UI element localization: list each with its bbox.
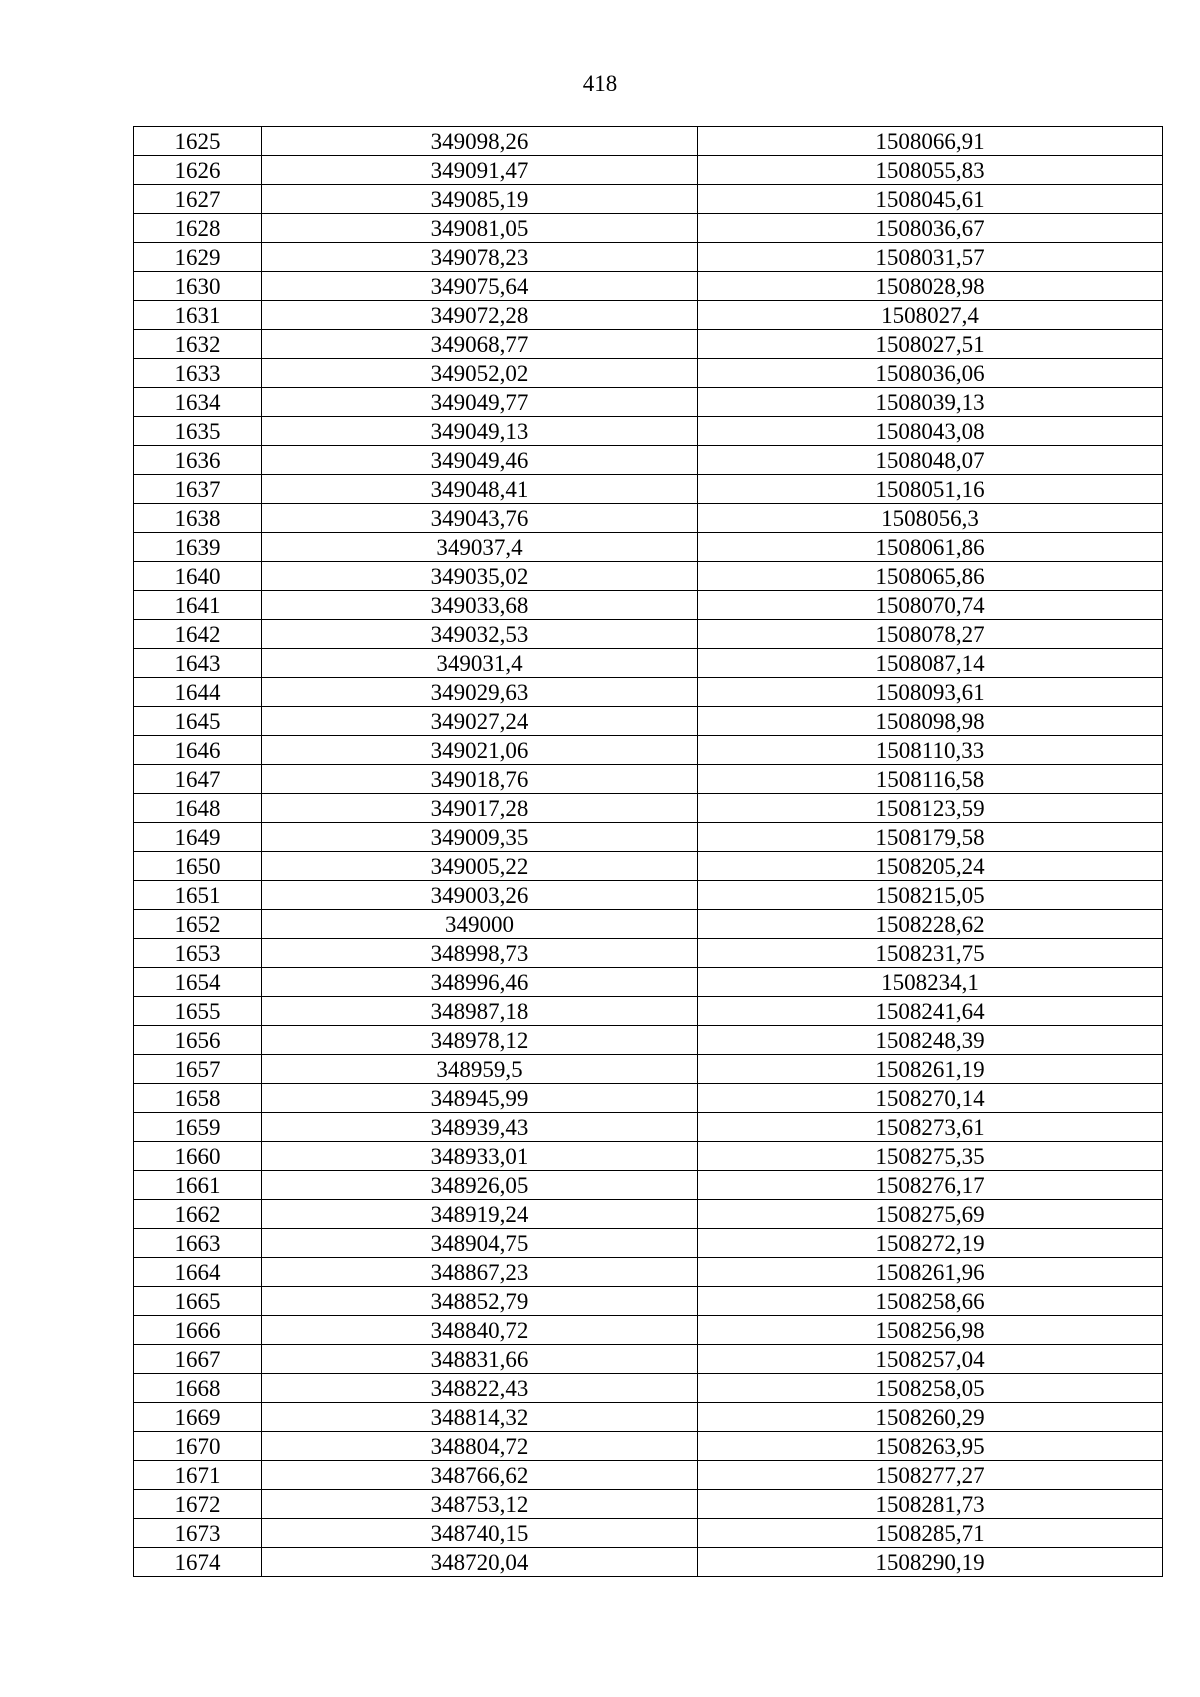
point-number-cell: 1649 [134, 823, 262, 852]
x-coordinate-cell: 348987,18 [262, 997, 698, 1026]
point-number-cell: 1638 [134, 504, 262, 533]
point-number-cell: 1661 [134, 1171, 262, 1200]
x-coordinate-cell: 348933,01 [262, 1142, 698, 1171]
y-coordinate-cell: 1508036,06 [698, 359, 1163, 388]
x-coordinate-cell: 349035,02 [262, 562, 698, 591]
y-coordinate-cell: 1508263,95 [698, 1432, 1163, 1461]
table-row [134, 417, 1163, 446]
x-coordinate-cell: 349052,02 [262, 359, 698, 388]
x-coordinate-cell: 349009,35 [262, 823, 698, 852]
table-row [134, 1142, 1163, 1171]
table-row [134, 272, 1163, 301]
table-row [134, 533, 1163, 562]
point-number-cell: 1656 [134, 1026, 262, 1055]
y-coordinate-cell: 1508098,98 [698, 707, 1163, 736]
table-row [134, 1171, 1163, 1200]
point-number-cell: 1652 [134, 910, 262, 939]
table-row [134, 1287, 1163, 1316]
point-number-cell: 1631 [134, 301, 262, 330]
table-row [134, 243, 1163, 272]
x-coordinate-cell: 348831,66 [262, 1345, 698, 1374]
x-coordinate-cell: 349048,41 [262, 475, 698, 504]
y-coordinate-cell: 1508048,07 [698, 446, 1163, 475]
x-coordinate-cell: 349000 [262, 910, 698, 939]
y-coordinate-cell: 1508039,13 [698, 388, 1163, 417]
table-row [134, 1374, 1163, 1403]
table-row [134, 794, 1163, 823]
point-number-cell: 1625 [134, 127, 262, 156]
y-coordinate-cell: 1508045,61 [698, 185, 1163, 214]
y-coordinate-cell: 1508277,27 [698, 1461, 1163, 1490]
point-number-cell: 1632 [134, 330, 262, 359]
y-coordinate-cell: 1508028,98 [698, 272, 1163, 301]
x-coordinate-cell: 349003,26 [262, 881, 698, 910]
point-number-cell: 1671 [134, 1461, 262, 1490]
y-coordinate-cell: 1508031,57 [698, 243, 1163, 272]
x-coordinate-cell: 349018,76 [262, 765, 698, 794]
table-row [134, 301, 1163, 330]
point-number-cell: 1646 [134, 736, 262, 765]
point-number-cell: 1651 [134, 881, 262, 910]
x-coordinate-cell: 348939,43 [262, 1113, 698, 1142]
point-number-cell: 1630 [134, 272, 262, 301]
table-row [134, 1113, 1163, 1142]
table-row [134, 562, 1163, 591]
point-number-cell: 1665 [134, 1287, 262, 1316]
y-coordinate-cell: 1508070,74 [698, 591, 1163, 620]
x-coordinate-cell: 349043,76 [262, 504, 698, 533]
table-row [134, 1200, 1163, 1229]
table-row [134, 823, 1163, 852]
table-row [134, 1345, 1163, 1374]
x-coordinate-cell: 348753,12 [262, 1490, 698, 1519]
point-number-cell: 1635 [134, 417, 262, 446]
x-coordinate-cell: 348904,75 [262, 1229, 698, 1258]
y-coordinate-cell: 1508285,71 [698, 1519, 1163, 1548]
y-coordinate-cell: 1508110,33 [698, 736, 1163, 765]
x-coordinate-cell: 348926,05 [262, 1171, 698, 1200]
point-number-cell: 1668 [134, 1374, 262, 1403]
table-row [134, 1403, 1163, 1432]
x-coordinate-cell: 349085,19 [262, 185, 698, 214]
x-coordinate-cell: 348959,5 [262, 1055, 698, 1084]
table-row [134, 1026, 1163, 1055]
x-coordinate-cell: 349068,77 [262, 330, 698, 359]
table-row [134, 185, 1163, 214]
point-number-cell: 1655 [134, 997, 262, 1026]
table-row [134, 127, 1163, 156]
table-row [134, 446, 1163, 475]
x-coordinate-cell: 349081,05 [262, 214, 698, 243]
y-coordinate-cell: 1508256,98 [698, 1316, 1163, 1345]
x-coordinate-cell: 349032,53 [262, 620, 698, 649]
point-number-cell: 1642 [134, 620, 262, 649]
x-coordinate-cell: 349049,77 [262, 388, 698, 417]
y-coordinate-cell: 1508270,14 [698, 1084, 1163, 1113]
y-coordinate-cell: 1508116,58 [698, 765, 1163, 794]
x-coordinate-cell: 349033,68 [262, 591, 698, 620]
table-row [134, 968, 1163, 997]
x-coordinate-cell: 348996,46 [262, 968, 698, 997]
point-number-cell: 1634 [134, 388, 262, 417]
y-coordinate-cell: 1508275,35 [698, 1142, 1163, 1171]
table-row [134, 649, 1163, 678]
y-coordinate-cell: 1508205,24 [698, 852, 1163, 881]
page-number: 418 [582, 71, 618, 96]
x-coordinate-cell: 349031,4 [262, 649, 698, 678]
x-coordinate-cell: 348740,15 [262, 1519, 698, 1548]
point-number-cell: 1633 [134, 359, 262, 388]
y-coordinate-cell: 1508290,19 [698, 1548, 1163, 1577]
y-coordinate-cell: 1508228,62 [698, 910, 1163, 939]
point-number-cell: 1641 [134, 591, 262, 620]
table-row [134, 388, 1163, 417]
x-coordinate-cell: 348852,79 [262, 1287, 698, 1316]
y-coordinate-cell: 1508051,16 [698, 475, 1163, 504]
point-number-cell: 1626 [134, 156, 262, 185]
point-number-cell: 1640 [134, 562, 262, 591]
point-number-cell: 1666 [134, 1316, 262, 1345]
x-coordinate-cell: 349049,13 [262, 417, 698, 446]
point-number-cell: 1629 [134, 243, 262, 272]
point-number-cell: 1672 [134, 1490, 262, 1519]
point-number-cell: 1663 [134, 1229, 262, 1258]
point-number-cell: 1673 [134, 1519, 262, 1548]
point-number-cell: 1636 [134, 446, 262, 475]
point-number-cell: 1659 [134, 1113, 262, 1142]
x-coordinate-cell: 349027,24 [262, 707, 698, 736]
x-coordinate-cell: 348945,99 [262, 1084, 698, 1113]
x-coordinate-cell: 348840,72 [262, 1316, 698, 1345]
table-row [134, 910, 1163, 939]
point-number-cell: 1657 [134, 1055, 262, 1084]
table-row [134, 678, 1163, 707]
table-row [134, 1229, 1163, 1258]
x-coordinate-cell: 349037,4 [262, 533, 698, 562]
point-number-cell: 1627 [134, 185, 262, 214]
point-number-cell: 1662 [134, 1200, 262, 1229]
point-number-cell: 1628 [134, 214, 262, 243]
table-row [134, 475, 1163, 504]
y-coordinate-cell: 1508231,75 [698, 939, 1163, 968]
y-coordinate-cell: 1508065,86 [698, 562, 1163, 591]
y-coordinate-cell: 1508258,05 [698, 1374, 1163, 1403]
y-coordinate-cell: 1508241,64 [698, 997, 1163, 1026]
table-row [134, 881, 1163, 910]
y-coordinate-cell: 1508248,39 [698, 1026, 1163, 1055]
x-coordinate-cell: 348867,23 [262, 1258, 698, 1287]
x-coordinate-cell: 349075,64 [262, 272, 698, 301]
x-coordinate-cell: 349091,47 [262, 156, 698, 185]
x-coordinate-cell: 348766,62 [262, 1461, 698, 1490]
x-coordinate-cell: 348998,73 [262, 939, 698, 968]
x-coordinate-cell: 349049,46 [262, 446, 698, 475]
y-coordinate-cell: 1508056,3 [698, 504, 1163, 533]
y-coordinate-cell: 1508087,14 [698, 649, 1163, 678]
table-row [134, 1055, 1163, 1084]
point-number-cell: 1644 [134, 678, 262, 707]
x-coordinate-cell: 348978,12 [262, 1026, 698, 1055]
y-coordinate-cell: 1508055,83 [698, 156, 1163, 185]
y-coordinate-cell: 1508257,04 [698, 1345, 1163, 1374]
point-number-cell: 1639 [134, 533, 262, 562]
x-coordinate-cell: 348919,24 [262, 1200, 698, 1229]
y-coordinate-cell: 1508281,73 [698, 1490, 1163, 1519]
x-coordinate-cell: 349017,28 [262, 794, 698, 823]
y-coordinate-cell: 1508027,4 [698, 301, 1163, 330]
point-number-cell: 1650 [134, 852, 262, 881]
point-number-cell: 1637 [134, 475, 262, 504]
coordinates-table-body [134, 127, 1163, 1577]
point-number-cell: 1643 [134, 649, 262, 678]
point-number-cell: 1648 [134, 794, 262, 823]
x-coordinate-cell: 348814,32 [262, 1403, 698, 1432]
table-row [134, 736, 1163, 765]
table-row [134, 707, 1163, 736]
x-coordinate-cell: 349098,26 [262, 127, 698, 156]
table-row [134, 504, 1163, 533]
point-number-cell: 1667 [134, 1345, 262, 1374]
point-number-cell: 1674 [134, 1548, 262, 1577]
table-row [134, 939, 1163, 968]
y-coordinate-cell: 1508123,59 [698, 794, 1163, 823]
table-row [134, 997, 1163, 1026]
y-coordinate-cell: 1508272,19 [698, 1229, 1163, 1258]
x-coordinate-cell: 348822,43 [262, 1374, 698, 1403]
y-coordinate-cell: 1508234,1 [698, 968, 1163, 997]
point-number-cell: 1658 [134, 1084, 262, 1113]
table-row [134, 765, 1163, 794]
x-coordinate-cell: 348804,72 [262, 1432, 698, 1461]
table-row [134, 156, 1163, 185]
table-row [134, 1084, 1163, 1113]
table-row [134, 1258, 1163, 1287]
x-coordinate-cell: 349078,23 [262, 243, 698, 272]
y-coordinate-cell: 1508273,61 [698, 1113, 1163, 1142]
table-row [134, 1316, 1163, 1345]
table-row [134, 852, 1163, 881]
table-row [134, 620, 1163, 649]
x-coordinate-cell: 349029,63 [262, 678, 698, 707]
y-coordinate-cell: 1508275,69 [698, 1200, 1163, 1229]
table-row [134, 330, 1163, 359]
y-coordinate-cell: 1508061,86 [698, 533, 1163, 562]
point-number-cell: 1654 [134, 968, 262, 997]
point-number-cell: 1664 [134, 1258, 262, 1287]
table-row [134, 1461, 1163, 1490]
x-coordinate-cell: 349021,06 [262, 736, 698, 765]
y-coordinate-cell: 1508078,27 [698, 620, 1163, 649]
y-coordinate-cell: 1508036,67 [698, 214, 1163, 243]
point-number-cell: 1647 [134, 765, 262, 794]
y-coordinate-cell: 1508276,17 [698, 1171, 1163, 1200]
point-number-cell: 1645 [134, 707, 262, 736]
x-coordinate-cell: 348720,04 [262, 1548, 698, 1577]
table-row [134, 1548, 1163, 1577]
table-row [134, 1490, 1163, 1519]
point-number-cell: 1670 [134, 1432, 262, 1461]
y-coordinate-cell: 1508261,19 [698, 1055, 1163, 1084]
y-coordinate-cell: 1508258,66 [698, 1287, 1163, 1316]
y-coordinate-cell: 1508043,08 [698, 417, 1163, 446]
point-number-cell: 1669 [134, 1403, 262, 1432]
y-coordinate-cell: 1508215,05 [698, 881, 1163, 910]
table-row [134, 591, 1163, 620]
table-row [134, 1519, 1163, 1548]
y-coordinate-cell: 1508260,29 [698, 1403, 1163, 1432]
y-coordinate-cell: 1508093,61 [698, 678, 1163, 707]
point-number-cell: 1660 [134, 1142, 262, 1171]
y-coordinate-cell: 1508261,96 [698, 1258, 1163, 1287]
x-coordinate-cell: 349005,22 [262, 852, 698, 881]
table-row [134, 359, 1163, 388]
y-coordinate-cell: 1508179,58 [698, 823, 1163, 852]
y-coordinate-cell: 1508027,51 [698, 330, 1163, 359]
y-coordinate-cell: 1508066,91 [698, 127, 1163, 156]
point-number-cell: 1653 [134, 939, 262, 968]
x-coordinate-cell: 349072,28 [262, 301, 698, 330]
coordinates-table [133, 126, 1163, 1577]
table-row [134, 1432, 1163, 1461]
table-row [134, 214, 1163, 243]
